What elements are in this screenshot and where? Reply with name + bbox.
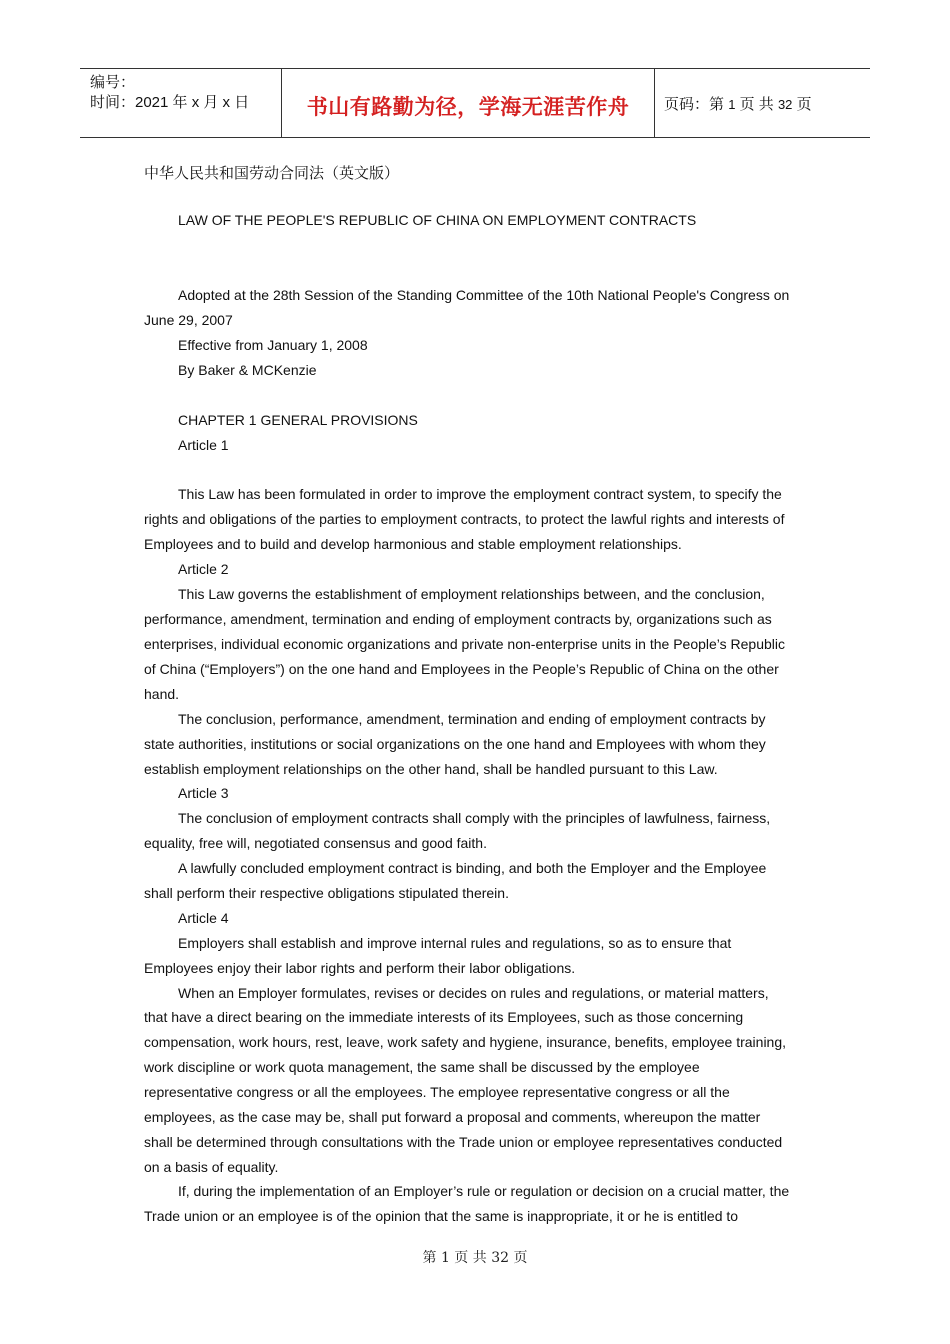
body-line: equality, free will, negotiated consensus and good faith. <box>144 835 487 851</box>
chapter-heading: CHAPTER 1 GENERAL PROVISIONS <box>178 412 418 428</box>
header-page-cell <box>655 69 870 137</box>
document-title-cn: 中华人民共和国劳动合同法（英文版） <box>144 164 400 182</box>
body-line: This Law has been formulated in order to improve the employment contract system, to specify the <box>178 486 782 502</box>
body-line: shall perform their respective obligations stipulated therein. <box>144 885 509 901</box>
body-line: work discipline or work quota management, the same shall be discussed by the employee <box>144 1059 700 1075</box>
body-line: shall be determined through consultations with the Trade union or employee representatives conducted <box>144 1134 783 1150</box>
article-heading: Article 3 <box>178 785 229 801</box>
adoption-line: Adopted at the 28th Session of the Standing Committee of the 10th National People's Congress on <box>178 287 790 303</box>
date-label: 时间：2021 年 x 月 x 日 <box>90 94 250 111</box>
body-line: rights and obligations of the parties to employment contracts, to protect the lawful rights and interests of <box>144 511 785 527</box>
translator-credit: By Baker & MCKenzie <box>178 362 317 378</box>
motto-text: 书山有路勤为径，学海无涯苦作舟 <box>306 94 630 119</box>
serial-number-label: 编号： <box>90 74 136 91</box>
body-line: When an Employer formulates, revises or decides on rules and regulations, or material matters, <box>178 985 769 1001</box>
body-line: hand. <box>144 686 180 702</box>
page-footer: 第 1 页 共 32 页 <box>422 1250 528 1266</box>
page-prefix: 页码：第 <box>664 96 725 113</box>
body-line: enterprises, individual economic organizations and private non-enterprise units in the People’s Republic <box>144 636 786 652</box>
body-line: representative congress or all the employees. The employee representative congress or all the <box>144 1084 730 1100</box>
body-line: on a basis of equality. <box>144 1159 279 1175</box>
page-suffix: 页 <box>796 96 812 113</box>
body-line: The conclusion of employment contracts shall comply with the principles of lawfulness, fairness, <box>178 810 771 826</box>
body-line: state authorities, institutions or social organizations on the one hand and Employees with whom they <box>144 736 766 752</box>
body-line: A lawfully concluded employment contract is binding, and both the Employer and the Employee <box>178 860 767 876</box>
page-total: 32 <box>777 97 793 112</box>
page-indicator <box>664 93 812 114</box>
header-motto-cell <box>282 69 655 137</box>
body-line: The conclusion, performance, amendment, termination and ending of employment contracts by <box>178 711 766 727</box>
body-line: Trade union or an employee is of the opinion that the same is inappropriate, it or he is entitled to <box>144 1208 739 1224</box>
article-heading: Article 2 <box>178 561 229 577</box>
page-header <box>80 68 870 138</box>
body-line: This Law governs the establishment of employment relationships between, and the conclusion, <box>178 586 765 602</box>
body-line: establish employment relationships on the other hand, shall be handled pursuant to this Law. <box>144 761 718 777</box>
header-meta-cell <box>80 69 282 137</box>
page-current: 1 <box>728 97 736 112</box>
body-line: Employers shall establish and improve internal rules and regulations, so as to ensure that <box>178 935 732 951</box>
body-line: If, during the implementation of an Employer’s rule or regulation or decision on a crucial matter, the <box>178 1183 790 1199</box>
body-line: employees, as the case may be, shall put forward a proposal and comments, whereupon the matter <box>144 1109 761 1125</box>
body-line: Employees enjoy their labor rights and perform their labor obligations. <box>144 960 576 976</box>
law-title: LAW OF THE PEOPLE'S REPUBLIC OF CHINA ON EMPLOYMENT CONTRACTS <box>178 212 697 228</box>
article-heading: Article 4 <box>178 910 229 926</box>
body-line: that have a direct bearing on the immediate interests of its Employees, such as those concerning <box>144 1009 744 1025</box>
body-line: of China (“Employers”) on the one hand and Employees in the People’s Republic of China on the other <box>144 661 779 677</box>
body-line: Employees and to build and develop harmonious and stable employment relationships. <box>144 536 682 552</box>
page-mid: 页 共 <box>739 96 774 113</box>
article-heading: Article 1 <box>178 437 229 453</box>
adoption-line-cont: June 29, 2007 <box>144 312 233 328</box>
effective-date: Effective from January 1, 2008 <box>178 337 368 353</box>
body-line: compensation, work hours, rest, leave, work safety and hygiene, insurance, benefits, employee training, <box>144 1034 787 1050</box>
body-line: performance, amendment, termination and ending of employment contracts by, organizations such as <box>144 611 772 627</box>
